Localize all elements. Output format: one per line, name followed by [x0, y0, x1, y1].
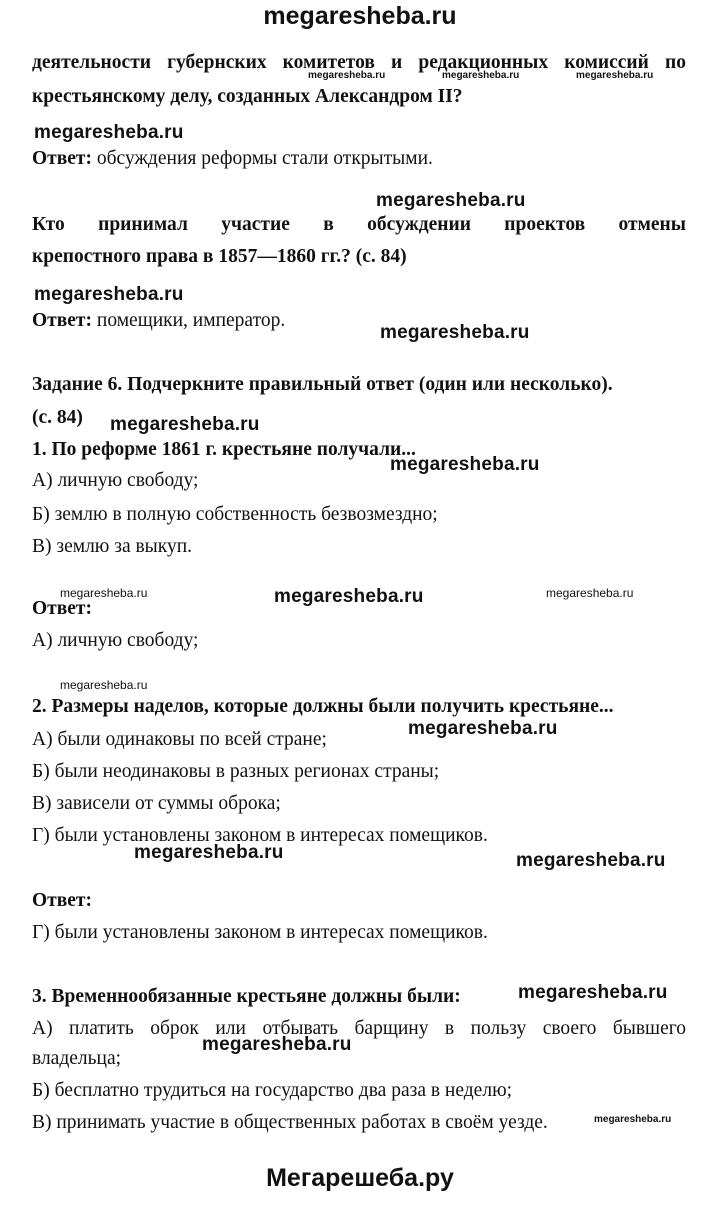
question-line: крестьянскому делу, созданных Александром II? — [32, 86, 463, 107]
option: Г) были установлены законом в интересах помещиков. — [32, 825, 488, 846]
option: владельца; — [32, 1048, 122, 1069]
watermark: megaresheba.ru — [34, 284, 184, 305]
answer-line — [32, 306, 285, 336]
watermark: megaresheba.ru — [594, 1114, 672, 1125]
answer-label: Ответ: — [32, 310, 93, 331]
watermark: megaresheba.ru — [390, 454, 540, 475]
option: А) были одинаковы по всей стране; — [32, 729, 327, 750]
question-title: 1. По реформе 1861 г. крестьяне получали... — [32, 439, 416, 460]
option: А) платить оброк или отбывать барщину в пользу своего бывшего — [32, 1018, 686, 1039]
question-title: 2. Размеры наделов, которые должны были получить крестьяне... — [32, 696, 614, 717]
option: В) зависели от суммы оброка; — [32, 793, 281, 814]
task-title: Задание 6. Подчеркните правильный ответ (один или несколько). — [32, 374, 613, 395]
question-title: 3. Временнообязанные крестьяне должны были: — [32, 986, 461, 1007]
option: Б) землю в полную собственность безвозмездно; — [32, 504, 438, 525]
question-line: крепостного права в 1857—1860 гг.? (с. 84) — [32, 246, 407, 267]
watermark: megaresheba.ru — [376, 190, 526, 211]
question-line: деятельности губернских комитетов и редакционных комиссий по — [32, 52, 686, 73]
answer-line — [32, 144, 433, 174]
answer-text: А) личную свободу; — [32, 630, 199, 651]
watermark: megaresheba.ru — [110, 414, 260, 435]
answer-label: Ответ: — [32, 148, 93, 169]
watermark: megaresheba.ru — [576, 70, 654, 81]
option: В) принимать участие в общественных работах в своём уезде. — [32, 1112, 548, 1133]
watermark: megaresheba.ru — [518, 982, 668, 1003]
watermark: megaresheba.ru — [134, 842, 284, 863]
watermark: megaresheba.ru — [546, 586, 634, 600]
watermark: megaresheba.ru — [516, 850, 666, 871]
answer-label: Ответ: — [32, 598, 93, 619]
page-header: megaresheba.ru — [263, 2, 457, 30]
option: В) землю за выкуп. — [32, 536, 193, 557]
watermark: megaresheba.ru — [34, 122, 184, 143]
watermark: megaresheba.ru — [442, 70, 520, 81]
answer-label: Ответ: — [32, 890, 93, 911]
watermark: megaresheba.ru — [202, 1034, 352, 1055]
task-title: (с. 84) — [32, 407, 83, 428]
option: Б) бесплатно трудиться на государство два раза в неделю; — [32, 1080, 513, 1101]
watermark: megaresheba.ru — [274, 586, 424, 607]
watermark: megaresheba.ru — [380, 322, 530, 343]
watermark: megaresheba.ru — [308, 70, 386, 81]
question-line: Кто принимал участие в обсуждении проектов отмены — [32, 214, 686, 235]
answer-text: обсуждения реформы стали открытыми. — [92, 148, 433, 169]
option: Б) были неодинаковы в разных регионах страны; — [32, 761, 440, 782]
answer-text: помещики, император. — [92, 310, 286, 331]
option: А) личную свободу; — [32, 470, 199, 491]
watermark: megaresheba.ru — [60, 678, 148, 692]
answer-text: Г) были установлены законом в интересах помещиков. — [32, 922, 488, 943]
watermark: megaresheba.ru — [408, 718, 558, 739]
page-footer: Мегарешеба.ру — [266, 1164, 454, 1192]
watermark: megaresheba.ru — [60, 586, 148, 600]
